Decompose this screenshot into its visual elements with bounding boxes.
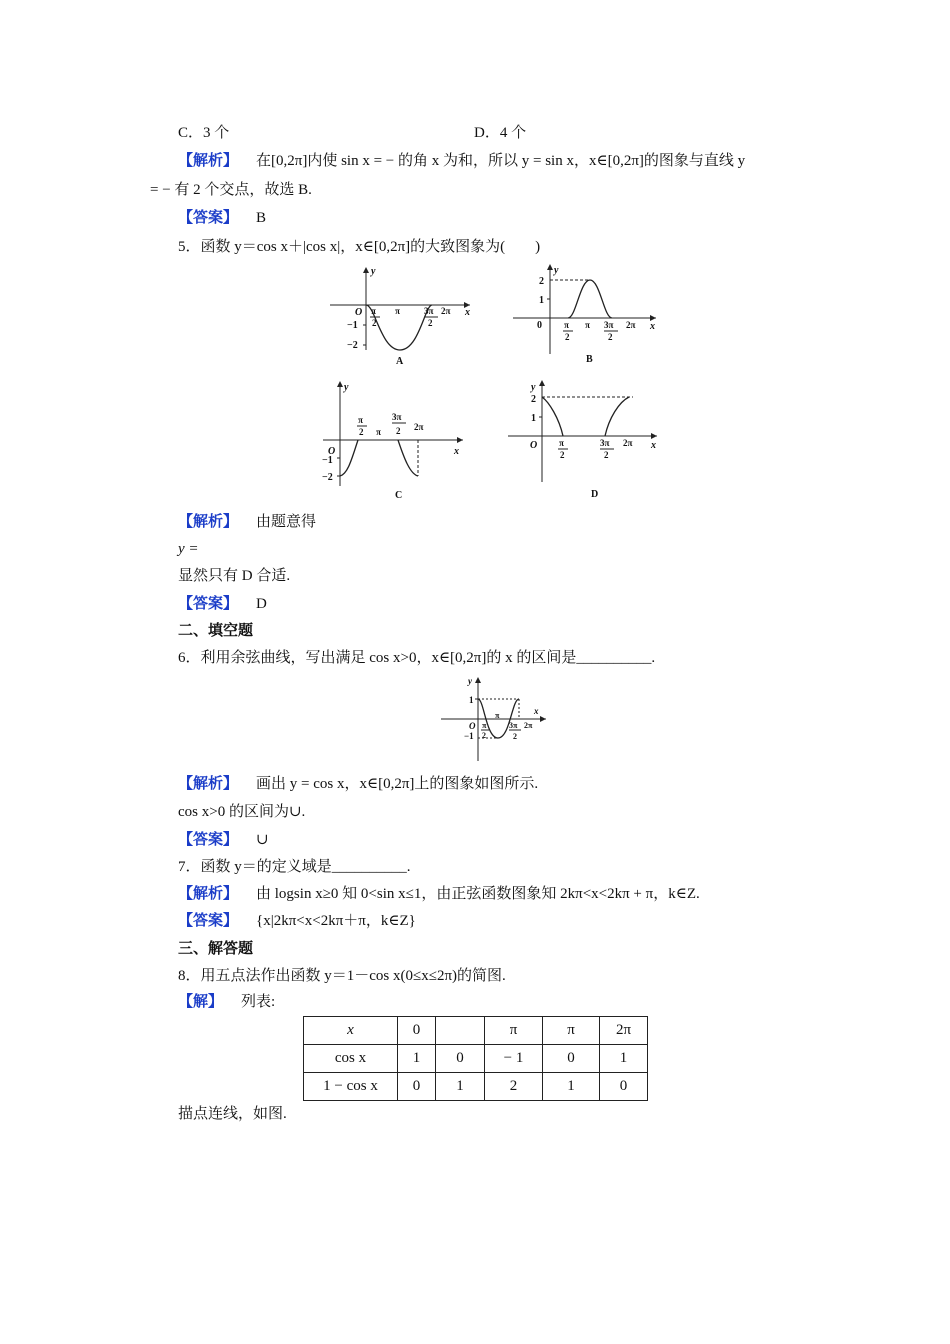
q4-analysis [178, 151, 745, 171]
q7-stem: 7．函数 y＝的定义域是__________. [178, 859, 411, 875]
table-cell: 1 [600, 1045, 648, 1073]
analysis-text: 由 logsin x≥0 知 0<sin x≤1，由正弦函数图象知 2kπ<x<2kπ + π，k∈Z. [256, 886, 700, 902]
graph-b [510, 262, 660, 368]
table-cell: 0 [600, 1073, 648, 1101]
y-axis-label: y [468, 676, 472, 686]
y-axis-label: y [531, 382, 536, 393]
tick-2c: 2 [604, 450, 609, 460]
y-axis-label: y [344, 382, 349, 393]
tick-neg1: −1 [322, 455, 333, 466]
graph-label: D [591, 489, 599, 500]
x-axis-label: x [534, 706, 539, 716]
q5-analysis [178, 512, 316, 532]
q6-answer [178, 830, 269, 850]
origin-label: O [355, 307, 363, 318]
origin-label: O [530, 440, 538, 451]
tick-3pi: 3π [604, 320, 614, 330]
answer-value: ∪ [256, 832, 269, 848]
table-cell: 1 [398, 1045, 436, 1073]
tick-3pi: 3π [600, 438, 610, 448]
tick-2: 2 [531, 394, 536, 405]
tick-2pi: 2π [623, 438, 633, 448]
origin-label: O [469, 721, 476, 731]
graph-label: B [586, 354, 593, 365]
tick-2b: 2 [560, 450, 565, 460]
table-cell: 0 [398, 1017, 436, 1045]
analysis-text: 画出 y = cos x，x∈[0,2π]上的图象如图所示. [256, 776, 539, 792]
tick-pi: π [564, 320, 569, 330]
table-cell: 2π [600, 1017, 648, 1045]
cos-graph [438, 675, 550, 765]
section-solve: 三、解答题 [178, 941, 254, 957]
graph-label: C [395, 490, 403, 501]
graph-label: A [396, 356, 404, 367]
tick-1: 1 [539, 295, 544, 306]
tick-pi: π [358, 415, 363, 425]
tick-2b: 2 [396, 426, 401, 436]
five-point-table [303, 1016, 648, 1101]
x-axis-label: x [454, 446, 459, 457]
tick-2pi: 2π [441, 306, 451, 316]
origin-label: O [328, 446, 336, 457]
x-axis-label: x [651, 440, 656, 451]
q6-analysis [178, 774, 538, 794]
q4-analysis-cont: = − 有 2 个交点，故选 B. [150, 182, 312, 198]
analysis-text: 由题意得 [256, 514, 317, 530]
tick-pi: π [559, 438, 564, 448]
option-c: C．3 个 [178, 125, 230, 141]
q8-closing: 描点连线，如图. [178, 1106, 287, 1122]
solution-tag: 【解】 [178, 994, 224, 1010]
table-cell: 1 − cos x [304, 1073, 398, 1101]
solution-text: 列表: [241, 994, 276, 1010]
table-cell: π [543, 1017, 600, 1045]
option-d: D．4 个 [474, 125, 527, 141]
tick-1: 1 [531, 413, 536, 424]
analysis-text: 在[0,2π]内使 sin x = − 的角 x 为和，所以 y = sin x，x∈[0,2π]的图象与直线 y [256, 153, 746, 169]
table-cell: 2 [485, 1073, 543, 1101]
y-axis-label: y [554, 265, 559, 276]
tick-neg2: −2 [347, 340, 358, 351]
y-axis-label: y [371, 266, 376, 277]
section-fill-blank: 二、填空题 [178, 623, 254, 639]
table-cell: x [304, 1017, 398, 1045]
tick-pi: π [482, 721, 487, 730]
q8-solution [178, 992, 275, 1012]
tick-2: 2 [539, 276, 544, 287]
table-cell: 0 [543, 1045, 600, 1073]
tick-pi-2: π [495, 711, 500, 720]
q8-stem: 8．用五点法作出函数 y＝1－cos x(0≤x≤2π)的简图. [178, 968, 506, 984]
table-cell: 1 [436, 1073, 485, 1101]
tick-pi-2: π [395, 306, 400, 316]
q6-stem: 6．利用余弦曲线，写出满足 cos x>0，x∈[0,2π]的 x 的区间是__________. [178, 650, 656, 666]
tick-2pi: 2π [524, 721, 533, 730]
graph-d [505, 378, 660, 502]
tick-2: 2 [372, 318, 377, 328]
answer-tag: 【答案】 [178, 913, 239, 929]
analysis-tag: 【解析】 [178, 776, 239, 792]
answer-value: B [256, 210, 267, 226]
tick-pi-2: π [376, 427, 381, 437]
q5-answer [178, 594, 267, 614]
graph-a [325, 264, 475, 368]
answer-tag: 【答案】 [178, 832, 239, 848]
table-row [304, 1073, 648, 1101]
tick-2b: 2 [565, 332, 570, 342]
tick-2pi: 2π [626, 320, 636, 330]
table-cell: − 1 [485, 1045, 543, 1073]
tick-3pi: 3π [509, 721, 518, 730]
q5-conclusion: 显然只有 D 合适. [178, 568, 291, 584]
x-axis-label: x [465, 307, 470, 318]
x-axis-label: x [650, 321, 655, 332]
tick-2b: 2 [428, 318, 433, 328]
tick-2: 2 [482, 731, 486, 740]
tick-neg1: −1 [347, 320, 358, 331]
tick-2pi: 2π [414, 422, 424, 432]
tick-pi-2: π [585, 320, 590, 330]
q5-y-eq: y = [178, 541, 199, 557]
tick-3pi: 3π [392, 412, 402, 422]
tick-2c: 2 [608, 332, 613, 342]
table-row [304, 1045, 648, 1073]
analysis-tag: 【解析】 [178, 153, 239, 169]
table-cell: 1 [543, 1073, 600, 1101]
answer-value: D [256, 596, 267, 612]
tick-2b: 2 [513, 732, 517, 741]
answer-tag: 【答案】 [178, 210, 239, 226]
tick-1: 1 [469, 695, 474, 705]
origin-label: 0 [537, 320, 542, 331]
table-cell: 0 [436, 1045, 485, 1073]
table-cell: cos x [304, 1045, 398, 1073]
analysis-tag: 【解析】 [178, 886, 239, 902]
q7-analysis [178, 884, 700, 904]
table-cell: 0 [398, 1073, 436, 1101]
analysis-tag: 【解析】 [178, 514, 239, 530]
table-cell: π [485, 1017, 543, 1045]
q5-stem: 5．函数 y＝cos x＋|cos x|，x∈[0,2π]的大致图象为( ) [178, 239, 541, 255]
q4-answer [178, 208, 266, 228]
answer-tag: 【答案】 [178, 596, 239, 612]
tick-2: 2 [359, 427, 364, 437]
tick-pi: π [371, 306, 376, 316]
graph-c [320, 378, 470, 502]
table-cell [436, 1017, 485, 1045]
tick-neg1: −1 [464, 731, 474, 741]
tick-neg2: −2 [322, 472, 333, 483]
tick-3pi: 3π [424, 306, 434, 316]
q6-interval: cos x>0 的区间为∪. [178, 804, 306, 820]
answer-value: {x|2kπ<x<2kπ＋π，k∈Z} [256, 913, 416, 929]
q7-answer [178, 911, 416, 931]
table-row [304, 1017, 648, 1045]
